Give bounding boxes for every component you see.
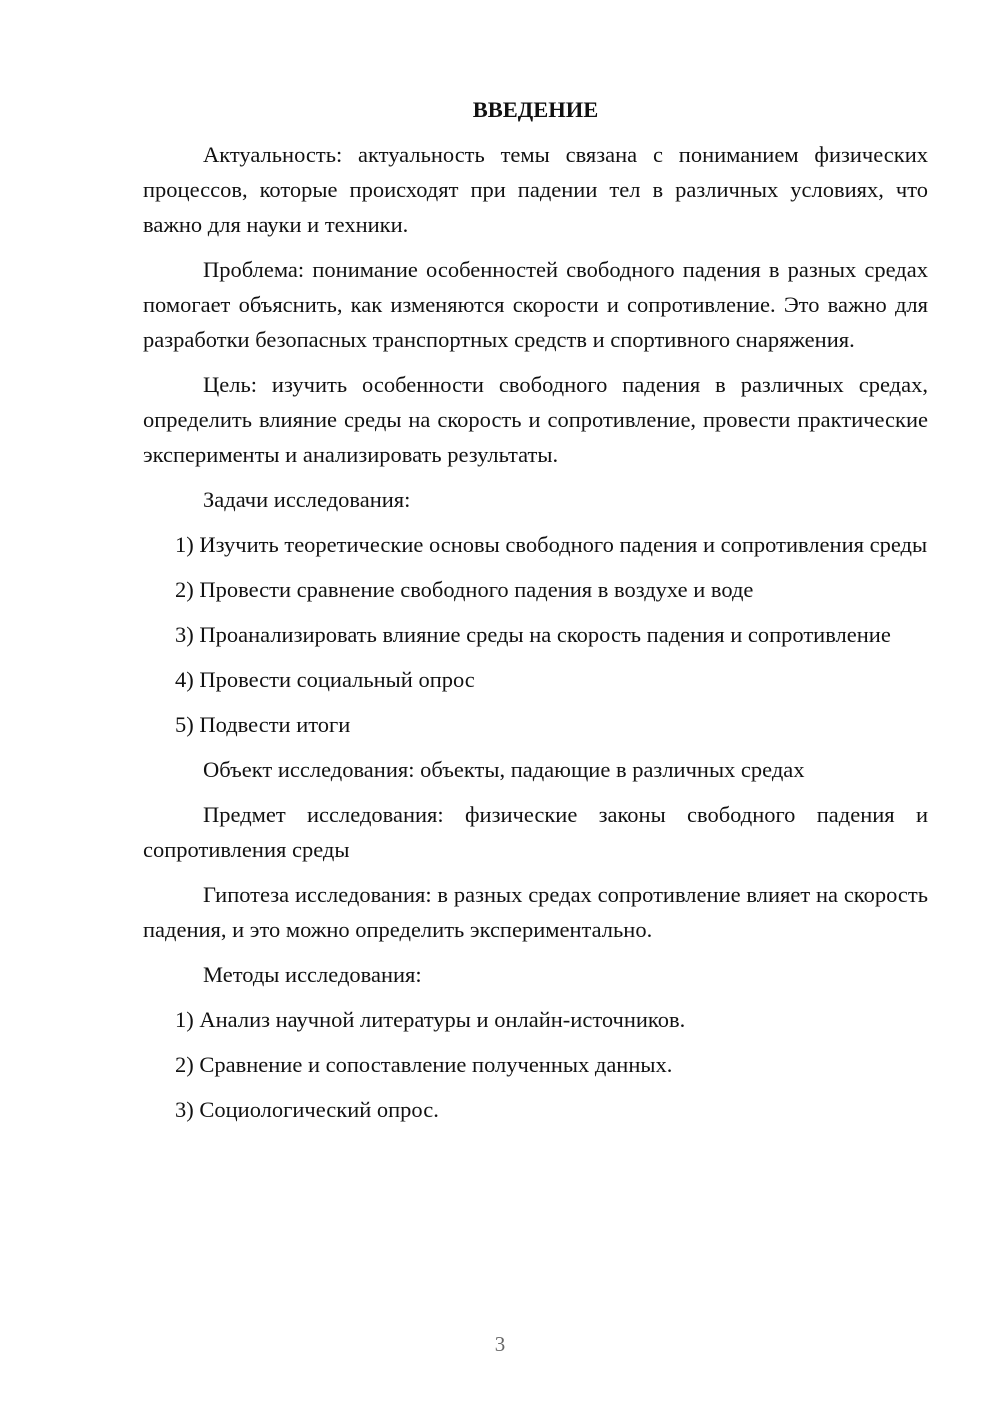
method-item: 2) Сравнение и сопоставление полученных данных. [175,1052,673,1077]
task-item: 3) Проанализировать влияние среды на скорость падения и сопротивление [175,622,891,647]
document-body [143,92,928,1137]
goal-paragraph: Цель: изучить особенности свободного падения в различных средах, определить влияние среды на скорость и сопротивление, провести практические эксперименты и анализировать результаты. [143,372,928,467]
tasks-heading: Задачи исследования: [203,487,411,512]
relevance-paragraph: Актуальность: актуальность темы связана с пониманием физических процессов, которые происходят при падении тел в различных условиях, что важно для науки и техники. [143,142,928,237]
object-paragraph: Объект исследования: объекты, падающие в различных средах [203,757,805,782]
task-item: 2) Провести сравнение свободного падения в воздухе и воде [175,577,754,602]
methods-heading: Методы исследования: [203,962,422,987]
subject-paragraph: Предмет исследования: физические законы свободного падения и сопротивления среды [143,802,928,862]
method-item: 3) Социологический опрос. [175,1097,439,1122]
task-item: 5) Подвести итоги [175,712,351,737]
hypothesis-paragraph: Гипотеза исследования: в разных средах сопротивление влияет на скорость падения, и это можно определить экспериментально. [143,882,928,942]
task-item: 4) Провести социальный опрос [175,667,475,692]
task-item: 1) Изучить теоретические основы свободного падения и сопротивления среды [175,532,928,557]
method-item: 1) Анализ научной литературы и онлайн-источников. [175,1007,686,1032]
section-title: ВВЕДЕНИЕ [472,97,599,122]
problem-paragraph: Проблема: понимание особенностей свободного падения в разных средах помогает объяснить, как изменяются скорости и сопротивление. Это важно для разработки безопасных транспортных средств и спортивного снаряжения. [143,257,928,352]
page-number: 3 [494,1332,506,1356]
